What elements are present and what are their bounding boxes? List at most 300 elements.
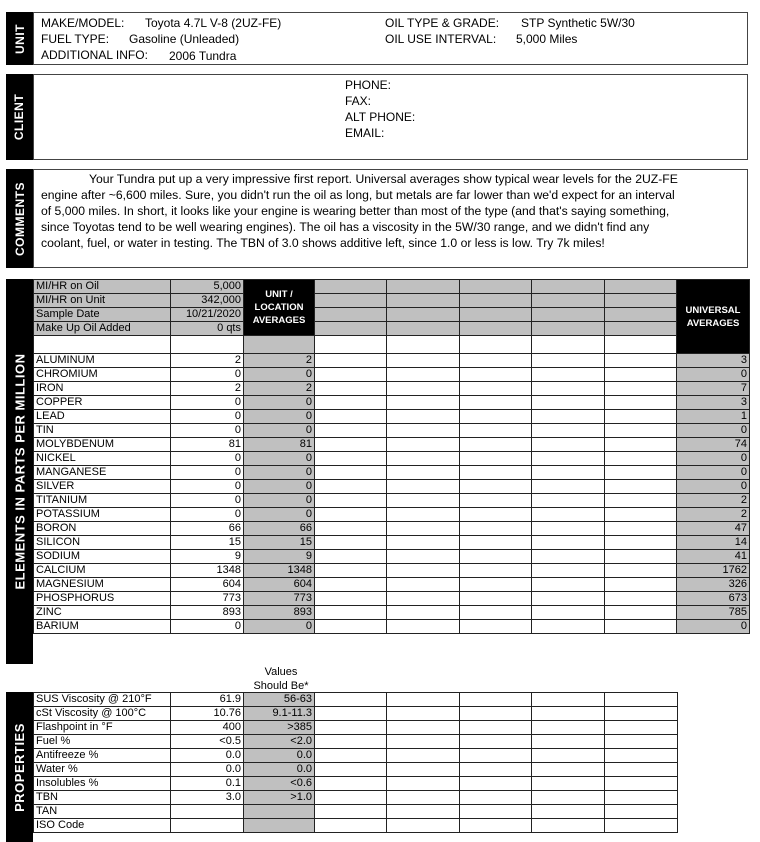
property-value [171, 819, 244, 833]
property-should-be: 9.1-11.3 [244, 707, 315, 721]
element-universal-avg: 0 [677, 424, 750, 438]
empty-cell [605, 494, 677, 508]
empty-cell [605, 620, 677, 634]
property-row [34, 819, 678, 833]
sample-label: MI/HR on Unit [34, 294, 171, 308]
empty-cell [315, 480, 387, 494]
empty-cell [532, 438, 605, 452]
empty-cell [605, 707, 678, 721]
empty-cell [387, 280, 460, 294]
property-should-be: <0.6 [244, 777, 315, 791]
empty-cell [532, 410, 605, 424]
empty-cell [315, 735, 387, 749]
element-universal-avg: 2 [677, 494, 750, 508]
element-unit-avg: 0 [244, 480, 315, 494]
element-value: 9 [171, 550, 244, 564]
element-name: POTASSIUM [34, 508, 171, 522]
property-row [34, 693, 678, 707]
empty-cell [315, 322, 387, 336]
element-row [34, 480, 750, 494]
element-row [34, 508, 750, 522]
element-name: SILVER [34, 480, 171, 494]
property-should-be [244, 819, 315, 833]
empty-cell [315, 508, 387, 522]
empty-cell [605, 322, 677, 336]
empty-cell [605, 536, 677, 550]
element-row [34, 578, 750, 592]
unit-label-text: UNIT [12, 23, 27, 54]
fax-label: FAX: [345, 94, 372, 108]
empty-cell [315, 336, 387, 354]
empty-cell [460, 735, 532, 749]
property-name: Fuel % [34, 735, 171, 749]
element-unit-avg: 0 [244, 368, 315, 382]
element-value: 0 [171, 480, 244, 494]
element-universal-avg: 0 [677, 368, 750, 382]
empty-cell [387, 522, 460, 536]
element-universal-avg: 0 [677, 452, 750, 466]
element-value: 0 [171, 368, 244, 382]
empty-cell [532, 564, 605, 578]
element-row [34, 396, 750, 410]
empty-cell [460, 564, 532, 578]
empty-cell [387, 564, 460, 578]
empty-cell [605, 508, 677, 522]
empty-cell [387, 382, 460, 396]
phone-label: PHONE: [345, 78, 392, 92]
element-universal-avg: 673 [677, 592, 750, 606]
empty-cell [387, 480, 460, 494]
property-name: cSt Viscosity @ 100°C [34, 707, 171, 721]
element-unit-avg: 66 [244, 522, 315, 536]
oil-interval-value: 5,000 Miles [516, 32, 578, 46]
element-value: 0 [171, 410, 244, 424]
property-value [171, 805, 244, 819]
elements-section-label [6, 279, 33, 664]
unit-section-label [6, 12, 33, 65]
element-value: 0 [171, 466, 244, 480]
empty-cell [532, 480, 605, 494]
sample-row [34, 322, 750, 336]
property-should-be: 0.0 [244, 749, 315, 763]
empty-cell [315, 382, 387, 396]
element-value: 893 [171, 606, 244, 620]
element-name: CALCIUM [34, 564, 171, 578]
empty-cell [387, 606, 460, 620]
element-value: 604 [171, 578, 244, 592]
property-row [34, 777, 678, 791]
elements-table [33, 279, 750, 634]
element-name: BARIUM [34, 620, 171, 634]
element-name: MAGNESIUM [34, 578, 171, 592]
make-model-label: MAKE/MODEL: [41, 16, 125, 30]
empty-cell [387, 805, 460, 819]
empty-cell [315, 410, 387, 424]
element-unit-avg: 1348 [244, 564, 315, 578]
empty-cell [532, 777, 605, 791]
empty-cell [387, 735, 460, 749]
element-name: IRON [34, 382, 171, 396]
empty-cell [460, 354, 532, 368]
element-universal-avg: 74 [677, 438, 750, 452]
property-should-be: <2.0 [244, 735, 315, 749]
element-universal-avg: 785 [677, 606, 750, 620]
empty-cell [460, 749, 532, 763]
empty-cell [605, 466, 677, 480]
empty-cell [315, 522, 387, 536]
property-should-be: >385 [244, 721, 315, 735]
sample-row [34, 294, 750, 308]
element-universal-avg: 0 [677, 466, 750, 480]
empty-cell [460, 466, 532, 480]
empty-cell [605, 578, 677, 592]
element-value: 0 [171, 508, 244, 522]
element-unit-avg: 773 [244, 592, 315, 606]
element-row [34, 438, 750, 452]
element-row [34, 620, 750, 634]
property-name: TAN [34, 805, 171, 819]
element-row [34, 564, 750, 578]
element-universal-avg: 3 [677, 354, 750, 368]
element-value: 0 [171, 620, 244, 634]
property-name: Water % [34, 763, 171, 777]
empty-cell [460, 763, 532, 777]
empty-cell [315, 693, 387, 707]
empty-cell [532, 322, 605, 336]
empty-cell [605, 452, 677, 466]
universal-averages-header [677, 280, 750, 354]
element-unit-avg: 0 [244, 466, 315, 480]
element-value: 0 [171, 452, 244, 466]
element-row [34, 592, 750, 606]
empty-cell [605, 336, 677, 354]
element-row [34, 466, 750, 480]
empty-cell [387, 550, 460, 564]
empty-cell [532, 508, 605, 522]
empty-cell [34, 336, 171, 354]
empty-cell [460, 508, 532, 522]
empty-cell [460, 819, 532, 833]
empty-cell [315, 308, 387, 322]
empty-cell [315, 452, 387, 466]
empty-cell [532, 721, 605, 735]
empty-cell [387, 294, 460, 308]
property-value: 10.76 [171, 707, 244, 721]
empty-cell [605, 693, 678, 707]
empty-cell [460, 777, 532, 791]
element-universal-avg: 41 [677, 550, 750, 564]
comments-label-text: COMMENTS [12, 181, 27, 256]
empty-cell [460, 805, 532, 819]
empty-cell [460, 308, 532, 322]
empty-cell [387, 536, 460, 550]
empty-cell [315, 294, 387, 308]
empty-cell [460, 707, 532, 721]
empty-cell [315, 550, 387, 564]
properties-section-label [6, 692, 33, 842]
element-universal-avg: 14 [677, 536, 750, 550]
empty-cell [605, 368, 677, 382]
empty-cell [387, 466, 460, 480]
empty-cell [460, 438, 532, 452]
empty-cell [605, 777, 678, 791]
empty-cell [532, 606, 605, 620]
client-section-label [6, 74, 33, 160]
empty-cell [532, 354, 605, 368]
empty-cell [387, 721, 460, 735]
empty-cell [387, 396, 460, 410]
empty-cell [315, 564, 387, 578]
empty-cell [605, 522, 677, 536]
property-value: 0.0 [171, 763, 244, 777]
element-unit-avg: 604 [244, 578, 315, 592]
element-name: BORON [34, 522, 171, 536]
empty-cell [387, 494, 460, 508]
property-should-be: >1.0 [244, 791, 315, 805]
element-universal-avg: 326 [677, 578, 750, 592]
property-row [34, 749, 678, 763]
sample-value: 342,000 [171, 294, 244, 308]
empty-cell [387, 578, 460, 592]
empty-cell [532, 578, 605, 592]
empty-cell [387, 749, 460, 763]
empty-cell [315, 606, 387, 620]
element-row [34, 424, 750, 438]
empty-cell [460, 452, 532, 466]
property-name: TBN [34, 791, 171, 805]
empty-cell [387, 322, 460, 336]
empty-cell [605, 606, 677, 620]
empty-cell [605, 396, 677, 410]
element-universal-avg: 1 [677, 410, 750, 424]
element-value: 15 [171, 536, 244, 550]
empty-cell [315, 805, 387, 819]
element-name: PHOSPHORUS [34, 592, 171, 606]
element-universal-avg: 2 [677, 508, 750, 522]
property-should-be: 0.0 [244, 763, 315, 777]
oil-type-value: STP Synthetic 5W/30 [521, 16, 635, 30]
element-row [34, 522, 750, 536]
empty-cell [315, 280, 387, 294]
property-name: ISO Code [34, 819, 171, 833]
empty-cell [532, 620, 605, 634]
empty-cell [387, 424, 460, 438]
empty-cell [460, 480, 532, 494]
empty-cell [605, 424, 677, 438]
element-name: LEAD [34, 410, 171, 424]
empty-cell [532, 424, 605, 438]
element-unit-avg: 893 [244, 606, 315, 620]
property-value: 3.0 [171, 791, 244, 805]
empty-cell [532, 368, 605, 382]
empty-cell [605, 819, 678, 833]
empty-cell [315, 620, 387, 634]
additional-info-label: ADDITIONAL INFO: [41, 48, 148, 62]
element-value: 2 [171, 382, 244, 396]
element-value: 81 [171, 438, 244, 452]
element-unit-avg: 0 [244, 620, 315, 634]
element-row [34, 368, 750, 382]
empty-cell [315, 438, 387, 452]
element-name: ZINC [34, 606, 171, 620]
empty-cell [532, 791, 605, 805]
comments-text: Your Tundra put up a very impressive first report. Universal averages show typical wear levels for the 2UZ-FE engine after ~6,600 miles. Sure, you didn't run the oil as long, but metals are far lower than we'd expect for an interval of 5,000 miles. In short, it looks like your engine is wearing better than most of the type (and that's saying something, since Toyotas tend to be well wearing engines). The oil has a viscosity in the 5W/30 range, and we didn't find any coolant, fuel, or water in testing. The TBN of 3.0 shows additive left, since 1.0 or less is low. Try 7k miles! [41, 172, 678, 250]
empty-cell [171, 336, 244, 354]
empty-cell [315, 494, 387, 508]
empty-cell [315, 466, 387, 480]
empty-cell [315, 578, 387, 592]
should-be-line-2: Should Be* [253, 680, 309, 692]
empty-cell [605, 294, 677, 308]
empty-cell [532, 522, 605, 536]
element-unit-avg: 0 [244, 424, 315, 438]
unit-averages-header-text: UNIT / LOCATION AVERAGES [252, 289, 306, 326]
empty-cell [315, 707, 387, 721]
properties-label-text: PROPERTIES [12, 722, 28, 812]
oil-type-label: OIL TYPE & GRADE: [385, 16, 500, 30]
empty-cell [460, 522, 532, 536]
element-unit-avg: 15 [244, 536, 315, 550]
empty-cell [387, 707, 460, 721]
comments-section-label [6, 169, 33, 268]
empty-cell [315, 592, 387, 606]
property-value: 0.0 [171, 749, 244, 763]
email-label: EMAIL: [345, 126, 385, 140]
element-value: 66 [171, 522, 244, 536]
empty-cell [532, 550, 605, 564]
empty-cell [605, 763, 678, 777]
property-value: <0.5 [171, 735, 244, 749]
empty-cell [605, 280, 677, 294]
element-unit-avg: 0 [244, 494, 315, 508]
sample-row [34, 308, 750, 322]
empty-cell [387, 592, 460, 606]
element-value: 1348 [171, 564, 244, 578]
property-row [34, 707, 678, 721]
empty-cell [605, 721, 678, 735]
property-should-be [244, 805, 315, 819]
empty-cell [532, 805, 605, 819]
properties-table [33, 692, 678, 833]
fuel-type-label: FUEL TYPE: [41, 32, 110, 46]
empty-cell [605, 749, 678, 763]
element-row [34, 452, 750, 466]
client-label-text: CLIENT [12, 93, 27, 141]
empty-cell [605, 382, 677, 396]
element-row [34, 606, 750, 620]
empty-cell [532, 336, 605, 354]
empty-cell [532, 749, 605, 763]
empty-cell [460, 368, 532, 382]
property-name: Flashpoint in °F [34, 721, 171, 735]
empty-cell [460, 294, 532, 308]
empty-cell [532, 494, 605, 508]
empty-cell [315, 424, 387, 438]
element-value: 0 [171, 494, 244, 508]
element-row [34, 354, 750, 368]
empty-cell [605, 438, 677, 452]
element-unit-avg: 0 [244, 508, 315, 522]
empty-cell [605, 592, 677, 606]
element-name: CHROMIUM [34, 368, 171, 382]
element-universal-avg: 1762 [677, 564, 750, 578]
element-universal-avg: 7 [677, 382, 750, 396]
empty-cell [532, 466, 605, 480]
empty-cell [244, 336, 315, 354]
element-row [34, 410, 750, 424]
empty-cell [532, 763, 605, 777]
property-name: Insolubles % [34, 777, 171, 791]
empty-cell [460, 578, 532, 592]
empty-cell [315, 721, 387, 735]
element-unit-avg: 2 [244, 354, 315, 368]
empty-cell [460, 791, 532, 805]
element-value: 2 [171, 354, 244, 368]
sample-value: 10/21/2020 [171, 308, 244, 322]
universal-averages-header-text: UNIVERSAL AVERAGES [685, 304, 741, 329]
empty-cell [605, 410, 677, 424]
empty-cell [460, 322, 532, 336]
sample-value: 5,000 [171, 280, 244, 294]
empty-cell [387, 368, 460, 382]
empty-cell [460, 280, 532, 294]
empty-cell [605, 805, 678, 819]
empty-cell [532, 308, 605, 322]
element-universal-avg: 0 [677, 620, 750, 634]
empty-cell [532, 452, 605, 466]
empty-cell [315, 819, 387, 833]
alt-phone-label: ALT PHONE: [345, 110, 416, 124]
element-unit-avg: 0 [244, 410, 315, 424]
element-row [34, 494, 750, 508]
property-rows [34, 693, 678, 833]
element-row [34, 382, 750, 396]
property-row [34, 763, 678, 777]
property-name: Antifreeze % [34, 749, 171, 763]
sample-value: 0 qts [171, 322, 244, 336]
empty-cell [605, 564, 677, 578]
empty-cell [387, 452, 460, 466]
empty-cell [387, 508, 460, 522]
empty-cell [605, 354, 677, 368]
empty-cell [605, 480, 677, 494]
empty-cell [460, 336, 532, 354]
empty-cell [315, 396, 387, 410]
empty-cell [460, 424, 532, 438]
element-name: SODIUM [34, 550, 171, 564]
empty-cell [532, 592, 605, 606]
sample-label: Sample Date [34, 308, 171, 322]
sample-label: Make Up Oil Added [34, 322, 171, 336]
empty-cell [315, 763, 387, 777]
empty-cell [460, 382, 532, 396]
empty-cell [315, 777, 387, 791]
element-unit-avg: 0 [244, 396, 315, 410]
empty-cell [387, 336, 460, 354]
element-universal-avg: 47 [677, 522, 750, 536]
empty-cell [460, 606, 532, 620]
element-value: 773 [171, 592, 244, 606]
element-name: TIN [34, 424, 171, 438]
fuel-type-value: Gasoline (Unleaded) [129, 32, 240, 46]
make-model-value: Toyota 4.7L V-8 (2UZ-FE) [145, 16, 282, 30]
element-universal-avg: 3 [677, 396, 750, 410]
property-row [34, 805, 678, 819]
empty-cell [460, 536, 532, 550]
empty-cell [315, 749, 387, 763]
element-name: ALUMINUM [34, 354, 171, 368]
property-row [34, 721, 678, 735]
